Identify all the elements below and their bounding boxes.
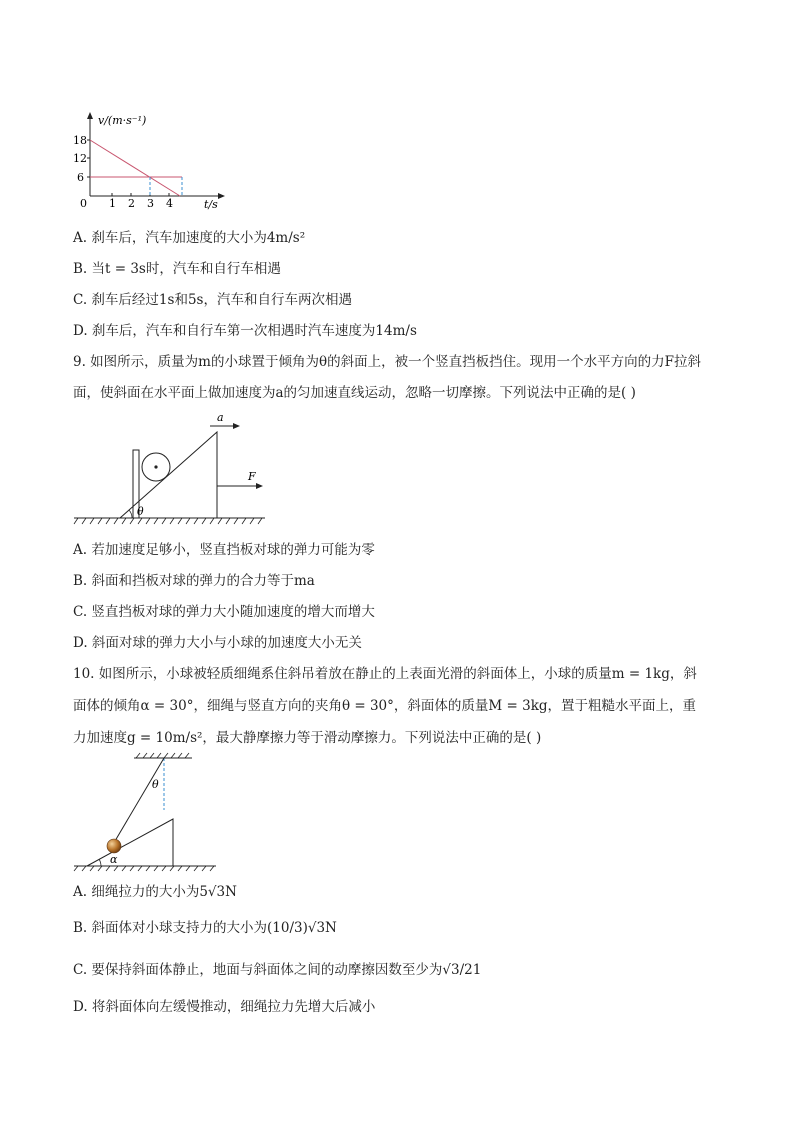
incline xyxy=(87,819,173,866)
q10-option-d: D. 将斜面体向左缓慢推动，细绳拉力先增大后减小 xyxy=(73,999,376,1015)
q10-stem-line2: 面体的倾角α = 30°，细绳与竖直方向的夹角θ = 30°，斜面体的质量M = 3kg，置于粗糙水平面上，重 xyxy=(73,698,697,714)
svg-text:2: 2 xyxy=(128,197,135,210)
q9-option-d: D. 斜面对球的弹力大小与小球的加速度大小无关 xyxy=(73,635,362,651)
car-velocity-line xyxy=(90,140,180,196)
q10-stem-line3: 力加速度g = 10m/s²，最大静摩擦力等于滑动摩擦力。下列说法中正确的是( ) xyxy=(73,730,542,746)
q10-figure xyxy=(70,752,260,877)
q9-option-a: A. 若加速度足够小，竖直挡板对球的弹力可能为零 xyxy=(73,542,375,558)
svg-text:6: 6 xyxy=(77,171,84,184)
q10-option-c: C. 要保持斜面体静止，地面与斜面体之间的动摩擦因数至少为√3/21 xyxy=(73,962,482,978)
q9-figure xyxy=(70,408,270,528)
vt-graph xyxy=(70,108,240,213)
svg-text:1: 1 xyxy=(109,197,116,210)
q8-option-b: B. 当t = 3s时，汽车和自行车相遇 xyxy=(73,261,281,277)
svg-text:θ: θ xyxy=(137,505,144,518)
svg-text:θ: θ xyxy=(152,778,159,791)
q8-option-a: A. 刹车后，汽车加速度的大小为4m/s² xyxy=(73,230,306,246)
svg-text:F: F xyxy=(248,470,256,483)
rope xyxy=(115,758,164,841)
q9-stem-line2: 面，使斜面在水平面上做加速度为a的匀加速直线运动，忽略一切摩擦。下列说法中正确的是( ) xyxy=(73,385,636,401)
q9-stem-line1: 9. 如图所示，质量为m的小球置于倾角为θ的斜面上，被一个竖直挡板挡住。现用一个水平方向的力F拉斜 xyxy=(73,354,701,370)
svg-text:12: 12 xyxy=(73,152,87,165)
svg-text:18: 18 xyxy=(73,134,87,147)
graph-ylabel: v/(m·s⁻¹) xyxy=(98,114,147,127)
svg-text:a: a xyxy=(217,411,224,424)
q10-option-b: B. 斜面体对小球支持力的大小为(10/3)√3N xyxy=(73,920,337,936)
q9-option-c: C. 竖直挡板对球的弹力大小随加速度的增大而增大 xyxy=(73,604,375,620)
q10-option-a: A. 细绳拉力的大小为5√3N xyxy=(73,884,237,900)
svg-text:4: 4 xyxy=(166,197,173,210)
svg-text:α: α xyxy=(110,853,118,866)
q9-option-b: B. 斜面和挡板对球的弹力的合力等于ma xyxy=(73,573,315,589)
svg-text:3: 3 xyxy=(147,197,154,210)
graph-xlabel: t/s xyxy=(204,198,218,211)
incline xyxy=(120,432,217,518)
q10-stem-line1: 10. 如图所示，小球被轻质细绳系住斜吊着放在静止的上表面光滑的斜面体上，小球的质量m = 1kg，斜 xyxy=(73,666,697,682)
svg-text:0: 0 xyxy=(80,197,87,210)
q8-option-d: D. 刹车后，汽车和自行车第一次相遇时汽车速度为14m/s xyxy=(73,323,417,339)
q8-option-c: C. 刹车后经过1s和5s，汽车和自行车两次相遇 xyxy=(73,292,352,308)
ball xyxy=(107,839,121,853)
